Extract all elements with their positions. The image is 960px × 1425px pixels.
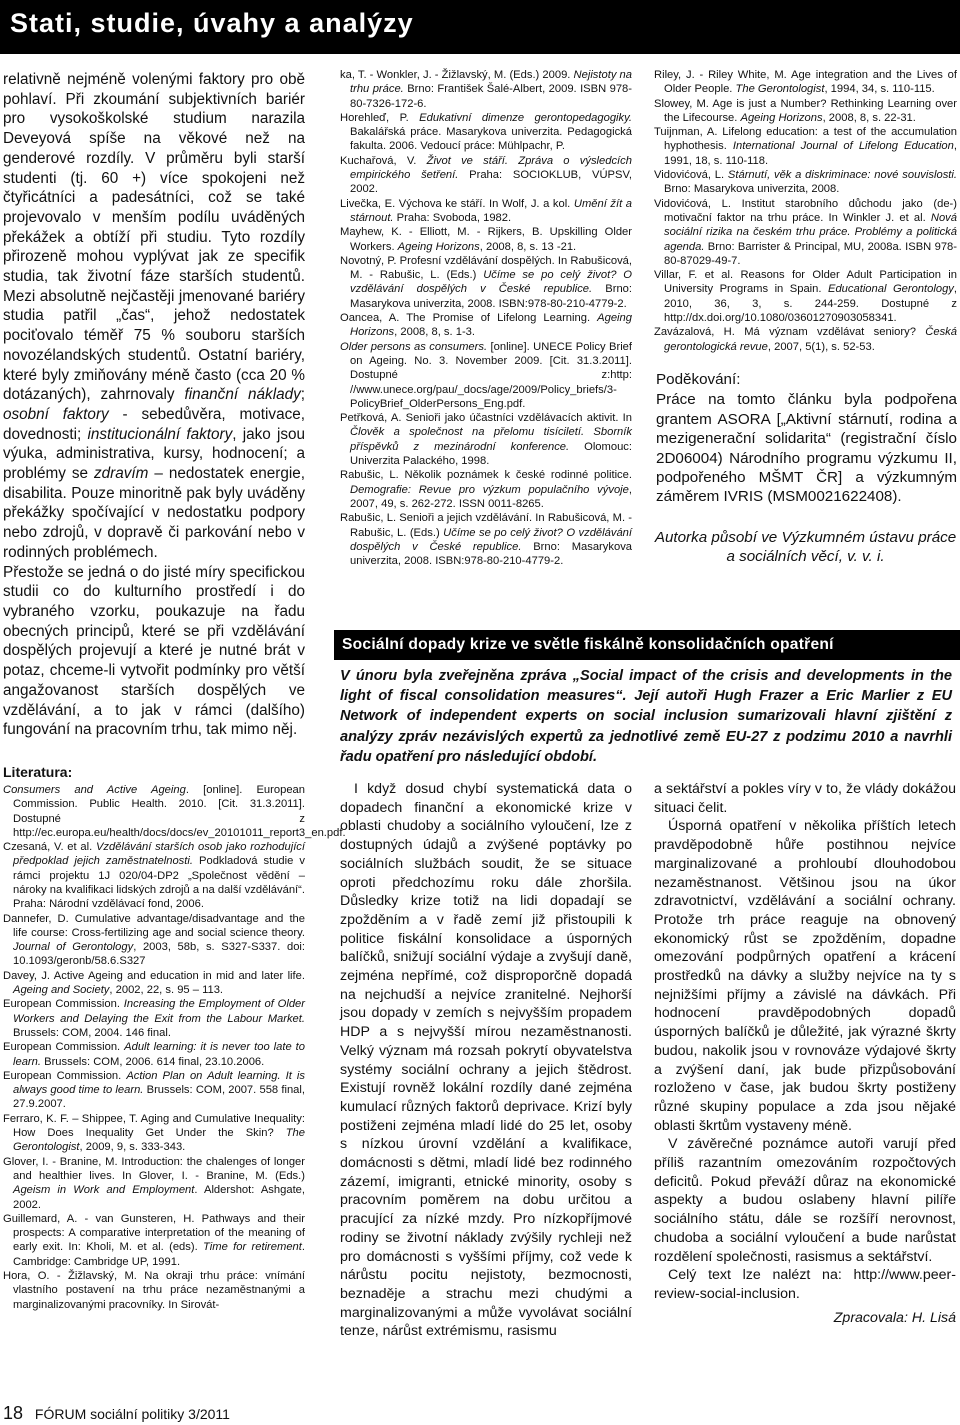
acknowledgement-title: Poděkování: (656, 370, 741, 388)
reference-item: European Commission. Action Plan on Adult learning. It is always good time to learn. Brussels: COM, 2007. 558 final, 27.9.2007. (3, 1069, 306, 1111)
reference-item: Vidovićová, L. Stárnutí, věk a diskriminace: nové souvislosti. Brno: Masarykova univerzita, 2008. (654, 169, 957, 196)
reference-item: Rabušic, L. Senioři a jejich vzdělávání. In Rabušicová, M. - Rabušic, L. (Eds.) Učíme se po celý život? O vzdělávání dospělých v České republice. Brno: Masarykova univerzita, 2008. ISBN:978-80-210-4779-2. (340, 512, 633, 568)
section-header-bar (0, 0, 960, 54)
page-number: 18 (3, 1403, 24, 1423)
reference-item: ka, T. - Wonkler, J. - Žižlavský, M. (Eds.) 2009. Nejistoty na trhu práce. Brno: František Šalé-Albert, 2009. ISBN 978-80-7326-172-6. (340, 69, 633, 110)
reference-item: Older persons as consumers. [online]. UNECE Policy Brief on Ageing. No. 3. November 2009. [Cit. 31.3.2011]. Dostupné z:http: //www.unece.org/pau/_docs/age/2009/Policy_briefs/3-PolicyBrief_OlderPersons_Eng.pdf. (340, 340, 633, 410)
article-signature: Zpracovala: H. Lisá (833, 1309, 956, 1326)
paragraph: V závěrečné poznámce autoři varují před příliš razantním omezováním rozpočtových deficitů. Pokud převáží důraz na ekonomické aspekty a budou oslabeny hlavní pilíře sociálního státu, dále se rozšíří nerovnost, chudoba a sociální vyloučení a bude narůstat rozdělení společnosti, rasismus a sektářství. (654, 1136, 956, 1265)
column-right (654, 68, 957, 567)
paragraph: Úsporná opatření v několika příštích letech pravděpodobně hůře postihnou nejvíce marginalizované a prohloubí dlouhodobou nezaměstnanost. Většinou jsou na úkor zdravotnictví, vzdělávání a sociální ochrany. Protože trh práce reaguje na obnovený ekonomický růst se zpožděním, dopadne omezování podpůrných opatření a krácení prostředků na dávky a služby nejvíce na ty s nejnižšími příjmy a závislé na dávkách. Při hodnocení pravděpodobných dopadů úsporných balíčků je důležité, jak výrazné škrty budou, nakolik jsou v rovnováze výdajové škrty a zvýšení daní, jak bude přizpůsobování rozloženo v čase, jak budou škrty postiženy různé skupiny populace a zda jsou nějaké oblasti škrtům vystaveny méně. (654, 818, 956, 1134)
reference-item: Consumers and Active Ageing. [online]. European Commission. Public Health. 2010. [Cit. 31.3.2011]. Dostupné z http://ec.europa.eu/health/docs/docs/ev_20101011_report3_en.pdf. (3, 783, 346, 839)
article-body-previous (3, 70, 305, 740)
reference-item: European Commission. Increasing the Employment of Older Workers and Delaying the Exit from the Labour Market. Brussels: COM, 2004. 146 final. (3, 998, 306, 1039)
acknowledgement-text: Práce na tomto článku byla podpořena grantem ASORA [„Aktivní stárnutí, rodina a mezigenerační solidarita“ (registrační číslo 2D06004) Národního programu výzkumu II, podpořeného MŠMT ČR] a výzkumným záměrem IVRIS (MSM0021622408). (656, 391, 957, 506)
paragraph: Přestože se jedná o do jisté míry specifickou studii co do kulturního prostředí i do vybraného vzorku, poukazuje na řadu obecných principů, které se při vzdělávání dospělých projevují a které je nutné brát v potaz, chceme-li vytvořit podmínky pro větší angažovanost starších dospělých ve vzdělávání, a to jak v rámci (dalšího) fungování na pracovním trhu, tak mimo něj. (3, 563, 305, 739)
reference-list (3, 783, 346, 1312)
page-footer (3, 1403, 230, 1424)
reference-item: Czesaná, V. et al. Vzdělávání starších osob jako rozhodující předpoklad jejich zaměstnatelnosti. Podkladová studie v rámci projektu 1J 020/04-DP2 „Společnost vědění – nároky na kvalifikaci lidských zdrojů a na další vzdělávání“. Praha: Národní vzdělávací fond, 2006. (3, 841, 305, 911)
reference-item: Novotný, P. Profesní vzdělávání dospělých. In Rabušicová, M. - Rabušic, L. (Eds.) Učíme se po celý život? O vzdělávání dospělých v České republice. Brno: Masarykova univerzita, 2008. ISBN:978-80-210-4779-2. (340, 254, 632, 310)
paragraph: relativně nejméně volenými faktory pro obě pohlaví. Při zkoumání subjektivních bariér pro vysokoškolské studium narazila Deveyová spíše na věkové než na genderové rozdíly. V průměru byli starší studenti (tj. 60 +) více spokojeni než čtyřicátníci a padesátníci, což se také projevovalo v menším podílu uváděných překážek a obtíží při studiu. Tyto rozdíly přirozeně mohou vyplývat jak ze specifik studia, tak životní fáze starších studentů. Mezi absolutně nejčastěji jmenované bariéry studia patřil „čas“, jehož nedostatek pociťovalo téměř 75 % souboru starších novozélandských studentů. Ostatní bariéry, které byly zmiňovány méně často (cca 20 % dotázaných), zahrnovaly finanční náklady; osobní faktory - sebedůvěra, motivace, dovednosti; institucionální faktory, jako jsou výuka, administrativa, kursy, hodnocení; a problémy se zdravím – nedostatek energie, disabilita. Pouze minoritně pak byly uváděny překážky spočívající v nedostatku podpory nebo zdrojů, v dopravě či parkování nebo v rodinných problémech. (3, 71, 306, 561)
reference-item: Riley, J. - Riley White, M. Age integration and the Lives of Older People. The Gerontologist, 1994, 34, s. 110-115. (654, 69, 957, 96)
reference-item: Villar, F. et al. Reasons for Older Adult Participation in University Programs in Spain. Educational Gerontology, 2010, 36, 3, s. 244-259. Dostupné z http://dx.doi.org/10.1080/03601270903058341. (654, 269, 957, 325)
reference-item: Rabušic, L. Několik poznámek k české rodinné politice. Demografie: Revue pro výzkum populačního vývoje, 2007, 49, s. 262-272. ISSN 0011-8265. (340, 469, 632, 510)
reference-item: Mayhew, K. - Elliott, M. - Rijkers, B. Upskilling Older Workers. Ageing Horizons, 2008, 8, s. 13 -21. (340, 226, 632, 253)
paragraph: Celý text lze nalézt na: http://www.peer-review-social-inclusion. (654, 1267, 956, 1302)
column-left (3, 70, 346, 1312)
literature-heading: Literatura: (3, 763, 73, 780)
reference-item: Kuchařová, V. Život ve stáří. Zpráva o výsledcích empirického šetření. Praha: SOCIOKLUB, VÚPSV, 2002. (340, 154, 633, 196)
paragraph: I když dosud chybí systematická data o dopadech finanční a ekonomické krize v oblasti chudoby a sociálního vyloučení, lze z dostupných údajů a zvýšené poptávky po sociálních službách soudit, že se situace oproti předchozímu roku dále zhoršila. Důsledky krize totiž na lidi dopadají se zpožděním a v řadě zemí již přistoupili k politice fiskální konsolidace a úsporných balíčků, snižují sociální výdaje a zvyšují daně, zejména nepřímé, což disproporčně dopadá na nejchudší a nejvíce zranitelné. Nejhorší jsou dopady v zemích s nejvyšším propadem HDP a s nejvyšší mírou nezaměstnanosti. Velký význam má rozsah pokrytí obyvatelstva systémy sociální ochrany a jejich štědrost. Existují rovněž lokální rozdíly dané zejména kumulací různých faktorů deprivace. Krizí byly postiženi zejména mladí lidé do 25 let, osoby s nízkou úrovní vzdělání a kvalifikace, domácnosti s dětmi, mladí lidé bez rodinného zázemí, imigranti, etnické minority, osoby s pracovním poměrem na dobu určitou a pracující za nízké mzdy. Pro nízkopříjmové rodiny se životní náklady zvýšily rychleji než pro domácnosti s vyššími příjmy, což vede k nárůstu pocitu nejistoty, bezmocnosti, beznaděje a strachu mezi chudými a marginalizovanými a může vyvolávat sociální tenze, nárůst extrémismu, rasismu (340, 781, 632, 1340)
article-column-left (340, 780, 632, 1341)
reference-item: Ferraro, K. F. – Shippee, T. Aging and Cumulative Inequality: How Does Inequality Get Under the Skin? The Gerontologist, 2009, 9, s. 333-343. (3, 1112, 305, 1154)
reference-item: Dannefer, D. Cumulative advantage/disadvantage and the life course: Cross-fertilizing age and social science theory. Journal of Gerontology, 2003, 58b, s. S327-S337. doi: 10.1093/geronb/58.6.S327 (3, 912, 306, 968)
reference-item: Oancea, A. The Promise of Lifelong Learning. Ageing Horizons, 2008, 8, s. 1-3. (340, 312, 632, 339)
paragraph: a sektářství a pokles víry v to, že vlády dokážou situaci čelit. (654, 781, 956, 816)
section-title: Stati, studie, úvahy a analýzy (10, 8, 414, 38)
journal-name: FÓRUM sociální politiky 3/2011 (34, 1406, 230, 1422)
reference-item: Zavázalová, H. Má význam vzdělávat seniory? Česká gerontologická revue, 2007, 5(1), s. 52-53. (654, 326, 957, 353)
reference-item: Petřková, A. Senioři jako účastníci vzdělávacích aktivit. In Člověk a společnost na přelomu tisíciletí. Sborník příspěvků z mezinárodní konference. Olomouc: Univerzita Palackého, 1998. (340, 412, 632, 468)
column-middle (340, 68, 632, 568)
reference-list (654, 68, 957, 354)
reference-item: Vidovićová, L. Institut starobního důchodu jako (de-) motivační faktor na trhu práce. In Winkler J. et al. Nová sociální rizika na českém trhu práce. Problémy a politická agenda. Brno: Barrister & Principal, MU, 2008a. ISBN 978-80-87029-49-7. (654, 197, 957, 267)
article-title-bar (334, 630, 960, 660)
reference-item: Slowey, M. Age is just a Number? Rethinking Learning over the Lifecourse. Ageing Horizons, 2008, 8, s. 22-31. (654, 97, 957, 124)
reference-item: Davey, J. Active Ageing and education in mid and later life. Ageing and Society, 2002, 22, s. 95 – 113. (3, 969, 305, 997)
article-column-right (654, 780, 956, 1327)
acknowledgement (654, 370, 957, 507)
article-title: Sociální dopady krize ve světle fiskálně konsolidačních opatření (342, 636, 834, 653)
reference-item: Horehleď, P. Edukativní dimenze gerontopedagogiky. Bakalářská práce. Masarykova univerzita. Pedagogická fakulta. 2006. Vedoucí práce: Mühlpachr, P. (340, 111, 632, 153)
reference-item: European Commission. Adult learning: it is never too late to learn. Brussels: COM, 2006. 614 final, 23.10.2006. (3, 1041, 305, 1068)
reference-list (340, 68, 632, 568)
reference-item: Hora, O. - Žižlavský, M. Na okraji trhu práce: vnímání vlastního postavení na trhu práce nezaměstnanými a marginalizovanými pracovníky. In Sirovát- (3, 1270, 305, 1311)
reference-item: Tuijnman, A. Lifelong education: a test of the accumulation hyphothesis. International Journal of Lifelong Education, 1991, 18, s. 110-118. (654, 126, 957, 167)
reference-item: Livečka, E. Výchova ke stáří. In Wolf, J. a kol. Umění žít a stárnout. Praha: Svoboda, 1982. (340, 197, 633, 224)
reference-item: Guillemard, A. - van Gunsteren, H. Pathways and their prospects: A comparative interpretation of the meaning of early exit. In: Kholi, M. et al. (eds). Time for retirement. Cambridge: Cambridge UP, 1991. (3, 1212, 305, 1268)
reference-item: Glover, I. - Branine, M. Introduction: the chalenges of longer and healthier lives. In Glover, I. - Branine, M. (Eds.) Ageism in Work and Employment. Aldershot: Ashgate, 2002. (3, 1155, 306, 1211)
author-affiliation: Autorka působí ve Výzkumném ústavu práce a sociálních věcí, v. v. i. (654, 528, 957, 566)
article-lead: V únoru byla zveřejněna zpráva „Social impact of the crisis and developments in the light of fiscal consolidation measures“. Její autoři Hugh Frazer a Eric Marlier z EU Network of independent experts on social inclusion sumarizovali hlavní zjištění z analýzy zpráv nezávislých expertů za jednotlivé země EU-27 z podzimu 2010 a navrhli řadu opatření pro následující období. (340, 668, 952, 765)
